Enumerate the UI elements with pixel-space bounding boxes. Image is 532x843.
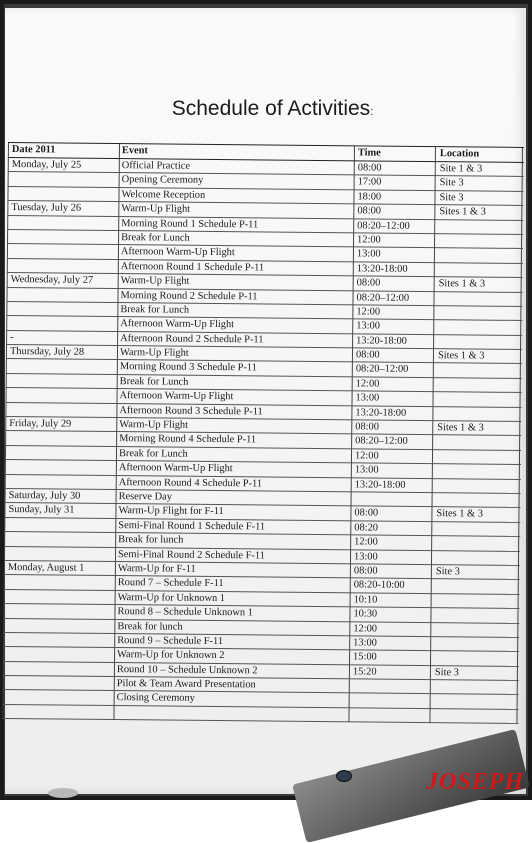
date-cell: Tuesday, July 26 xyxy=(11,202,82,214)
location-cell: Site 3 xyxy=(439,177,464,189)
table-body xyxy=(2,158,523,724)
date-cell xyxy=(8,590,116,591)
date-cell xyxy=(11,216,119,217)
time-cell: 10:30 xyxy=(353,608,378,620)
time-cell: 17:00 xyxy=(357,176,382,188)
date-cell xyxy=(7,662,115,663)
event-cell: Afternoon Round 4 Schedule P-11 xyxy=(118,476,263,490)
date-cell xyxy=(8,575,116,576)
time-cell: 13:00 xyxy=(356,248,381,260)
event-cell: Pilot & Team Award Presentation xyxy=(116,678,256,691)
header-date: Date 2011 xyxy=(11,144,56,156)
location-cell xyxy=(436,579,516,580)
date-cell xyxy=(10,388,118,389)
date-cell xyxy=(7,705,115,706)
event-cell: Official Practice xyxy=(121,160,191,172)
location-cell xyxy=(437,493,517,494)
time-cell: 12:00 xyxy=(354,450,379,462)
board-pin xyxy=(48,788,78,798)
date-cell xyxy=(10,359,118,360)
time-cell: 12:00 xyxy=(356,306,381,318)
time-cell: 13:00 xyxy=(355,392,380,404)
time-cell: 08:00 xyxy=(353,565,378,577)
date-cell xyxy=(7,690,115,691)
event-cell: Break for Lunch xyxy=(121,232,190,244)
event-cell: Warm-Up for Unknown 1 xyxy=(117,591,226,604)
date-cell xyxy=(9,403,117,404)
event-cell: Morning Round 1 Schedule P-11 xyxy=(121,217,259,230)
event-cell: Warm-Up Flight xyxy=(119,347,189,359)
date-cell xyxy=(7,633,115,634)
event-cell: Afternoon Warm-Up Flight xyxy=(119,390,234,403)
event-cell: Warm-Up Flight xyxy=(121,203,191,215)
time-cell: 12:00 xyxy=(355,378,380,390)
time-cell: 12:00 xyxy=(354,536,378,548)
location-cell xyxy=(437,450,517,451)
date-cell xyxy=(7,647,115,648)
title-punct: : xyxy=(370,106,374,118)
date-cell xyxy=(9,460,117,461)
date-cell: Friday, July 29 xyxy=(9,418,72,430)
time-cell: 08:20–12:00 xyxy=(357,219,410,232)
event-cell: Reserve Day xyxy=(118,491,173,503)
date-cell xyxy=(10,374,118,375)
event-cell: Warm-Up Flight xyxy=(120,275,190,287)
date-cell xyxy=(9,475,117,476)
page-title xyxy=(0,97,532,121)
location-cell xyxy=(437,464,517,465)
date-cell xyxy=(12,187,120,188)
event-cell: Afternoon Round 3 Schedule P-11 xyxy=(119,404,263,418)
location-cell xyxy=(435,651,515,652)
time-cell: 18:00 xyxy=(357,191,382,203)
date-cell: - xyxy=(10,331,14,343)
location-cell xyxy=(439,292,519,293)
time-cell: 08:20–12:00 xyxy=(355,435,408,448)
event-cell: Afternoon Round 1 Schedule P-11 xyxy=(120,260,265,274)
time-cell: 13:00 xyxy=(353,550,378,563)
location-cell xyxy=(438,320,518,321)
event-cell: Round 8 – Schedule Unknown 1 xyxy=(117,606,253,619)
time-cell: 08:20–12:00 xyxy=(356,291,410,304)
time-cell xyxy=(353,694,425,695)
event-cell: Morning Round 2 Schedule P-11 xyxy=(120,289,258,302)
location-cell xyxy=(435,637,515,638)
date-cell: Monday, August 1 xyxy=(7,561,85,574)
event-cell: Welcome Reception xyxy=(121,188,206,201)
date-cell xyxy=(12,172,120,173)
date-cell xyxy=(11,230,119,231)
date-cell xyxy=(9,446,117,447)
location-cell xyxy=(438,392,518,393)
date-cell xyxy=(7,619,115,620)
event-cell: Semi-Final Round 1 Schedule F-11 xyxy=(118,519,266,533)
event-cell: Opening Ceremony xyxy=(121,174,204,187)
location-cell xyxy=(435,695,515,696)
location-cell: Site 3 xyxy=(439,191,464,204)
event-cell: Break for Lunch xyxy=(119,375,189,388)
header-event: Event xyxy=(121,145,148,157)
time-cell: 13:20-18:00 xyxy=(356,263,408,275)
time-cell: 13:20-18:00 xyxy=(356,335,407,347)
time-cell: 15:20 xyxy=(352,666,377,678)
date-cell xyxy=(8,604,116,605)
time-cell: 10:10 xyxy=(353,594,378,606)
event-cell: Warm-Up Flight xyxy=(119,419,189,431)
time-cell: 08:00 xyxy=(357,205,382,217)
date-cell xyxy=(7,676,115,677)
event-cell: Warm-Up Flight for F-11 xyxy=(118,505,224,518)
time-cell: 13:00 xyxy=(353,637,377,649)
time-cell: 12:00 xyxy=(353,622,378,635)
location-cell xyxy=(439,220,519,221)
time-cell: 08:00 xyxy=(354,507,379,519)
location-cell: Site 3 xyxy=(434,666,459,679)
location-cell xyxy=(436,608,516,609)
date-cell xyxy=(11,244,119,245)
date-cell xyxy=(11,288,119,289)
location-cell xyxy=(438,378,518,379)
location-cell xyxy=(436,536,516,537)
event-cell: Semi-Final Round 2 Schedule F-11 xyxy=(117,548,265,562)
schedule-table xyxy=(2,142,524,724)
date-cell xyxy=(10,302,118,303)
event-cell: Morning Round 4 Schedule P-11 xyxy=(119,433,257,446)
location-cell: Sites 1 & 3 xyxy=(438,278,486,290)
event-cell: Round 7 – Schedule F-11 xyxy=(117,577,224,590)
event-cell: Closing Ceremony xyxy=(116,692,195,705)
location-cell xyxy=(437,407,517,408)
location-cell xyxy=(437,436,517,437)
time-cell xyxy=(353,679,425,680)
time-cell: 08:20 xyxy=(354,522,379,534)
time-cell xyxy=(355,492,427,493)
time-cell xyxy=(353,708,425,709)
event-cell: Afternoon Warm-Up Flight xyxy=(118,462,233,475)
date-cell xyxy=(8,547,116,548)
time-cell: 08:20–12:00 xyxy=(355,363,409,376)
location-cell xyxy=(439,263,519,264)
date-cell xyxy=(8,518,116,519)
time-cell: 13:00 xyxy=(356,320,380,332)
photographer-signature: JOSEPH xyxy=(425,769,524,795)
location-cell xyxy=(438,364,518,365)
event-cell: Afternoon Warm-Up Flight xyxy=(120,246,235,259)
table-grid xyxy=(2,142,524,724)
location-cell xyxy=(439,234,519,235)
event-cell: Morning Round 3 Schedule P-11 xyxy=(119,361,257,374)
event-cell: Afternoon Round 2 Schedule P-11 xyxy=(120,332,264,346)
time-cell: 13:20-18:00 xyxy=(354,478,406,491)
location-cell xyxy=(437,479,517,480)
time-cell: 13:00 xyxy=(354,464,379,476)
location-cell: Sites 1 & 3 xyxy=(436,508,483,520)
date-cell: Monday, July 25 xyxy=(11,159,82,171)
location-cell xyxy=(438,306,518,307)
time-cell: 08:00 xyxy=(355,349,380,361)
location-cell xyxy=(435,709,515,710)
event-cell: Break for Lunch xyxy=(118,447,188,460)
time-cell: 13:20-18:00 xyxy=(355,406,407,419)
location-cell xyxy=(436,522,516,523)
header-location: Location xyxy=(439,148,480,160)
date-cell xyxy=(10,316,118,317)
clip-screw xyxy=(336,770,352,782)
date-cell xyxy=(11,259,119,260)
event-cell: Round 9 – Schedule F-11 xyxy=(117,634,224,647)
time-cell: 08:00 xyxy=(356,277,381,289)
time-cell: 08:00 xyxy=(357,162,382,174)
location-cell xyxy=(436,551,516,552)
date-cell: Wednesday, July 27 xyxy=(10,274,94,286)
date-cell: Thursday, July 28 xyxy=(9,346,85,358)
date-cell xyxy=(9,431,117,432)
event-cell: Warm-Up for F-11 xyxy=(117,563,196,575)
location-cell: Sites 1 & 3 xyxy=(437,350,485,362)
location-cell: Sites 1 & 3 xyxy=(439,206,486,218)
time-cell: 12:00 xyxy=(357,234,381,246)
location-cell xyxy=(438,335,518,336)
title-text: Schedule of Activities xyxy=(171,97,371,120)
event-cell: Break for lunch xyxy=(118,534,184,546)
location-cell xyxy=(439,248,519,249)
date-cell: Saturday, July 30 xyxy=(8,490,81,502)
event-cell: Break for Lunch xyxy=(120,303,190,316)
location-cell xyxy=(435,623,515,624)
date-cell xyxy=(8,532,116,533)
location-cell: Site 1 & 3 xyxy=(439,163,483,175)
time-cell: 15:00 xyxy=(353,651,377,663)
location-cell: Sites 1 & 3 xyxy=(437,422,484,434)
event-cell: Round 10 – Schedule Unknown 2 xyxy=(116,663,258,677)
location-cell xyxy=(436,594,516,595)
date-cell: Sunday, July 31 xyxy=(8,504,75,517)
header-time: Time xyxy=(357,147,381,159)
event-cell: Afternoon Warm-Up Flight xyxy=(120,318,235,331)
location-cell xyxy=(435,680,515,681)
time-cell: 08:20-10:00 xyxy=(353,579,405,592)
event-cell: Break for lunch xyxy=(117,620,183,633)
event-cell: Warm-Up for Unknown 2 xyxy=(117,649,225,662)
location-cell: Site 3 xyxy=(435,566,460,578)
time-cell: 08:00 xyxy=(355,421,380,433)
